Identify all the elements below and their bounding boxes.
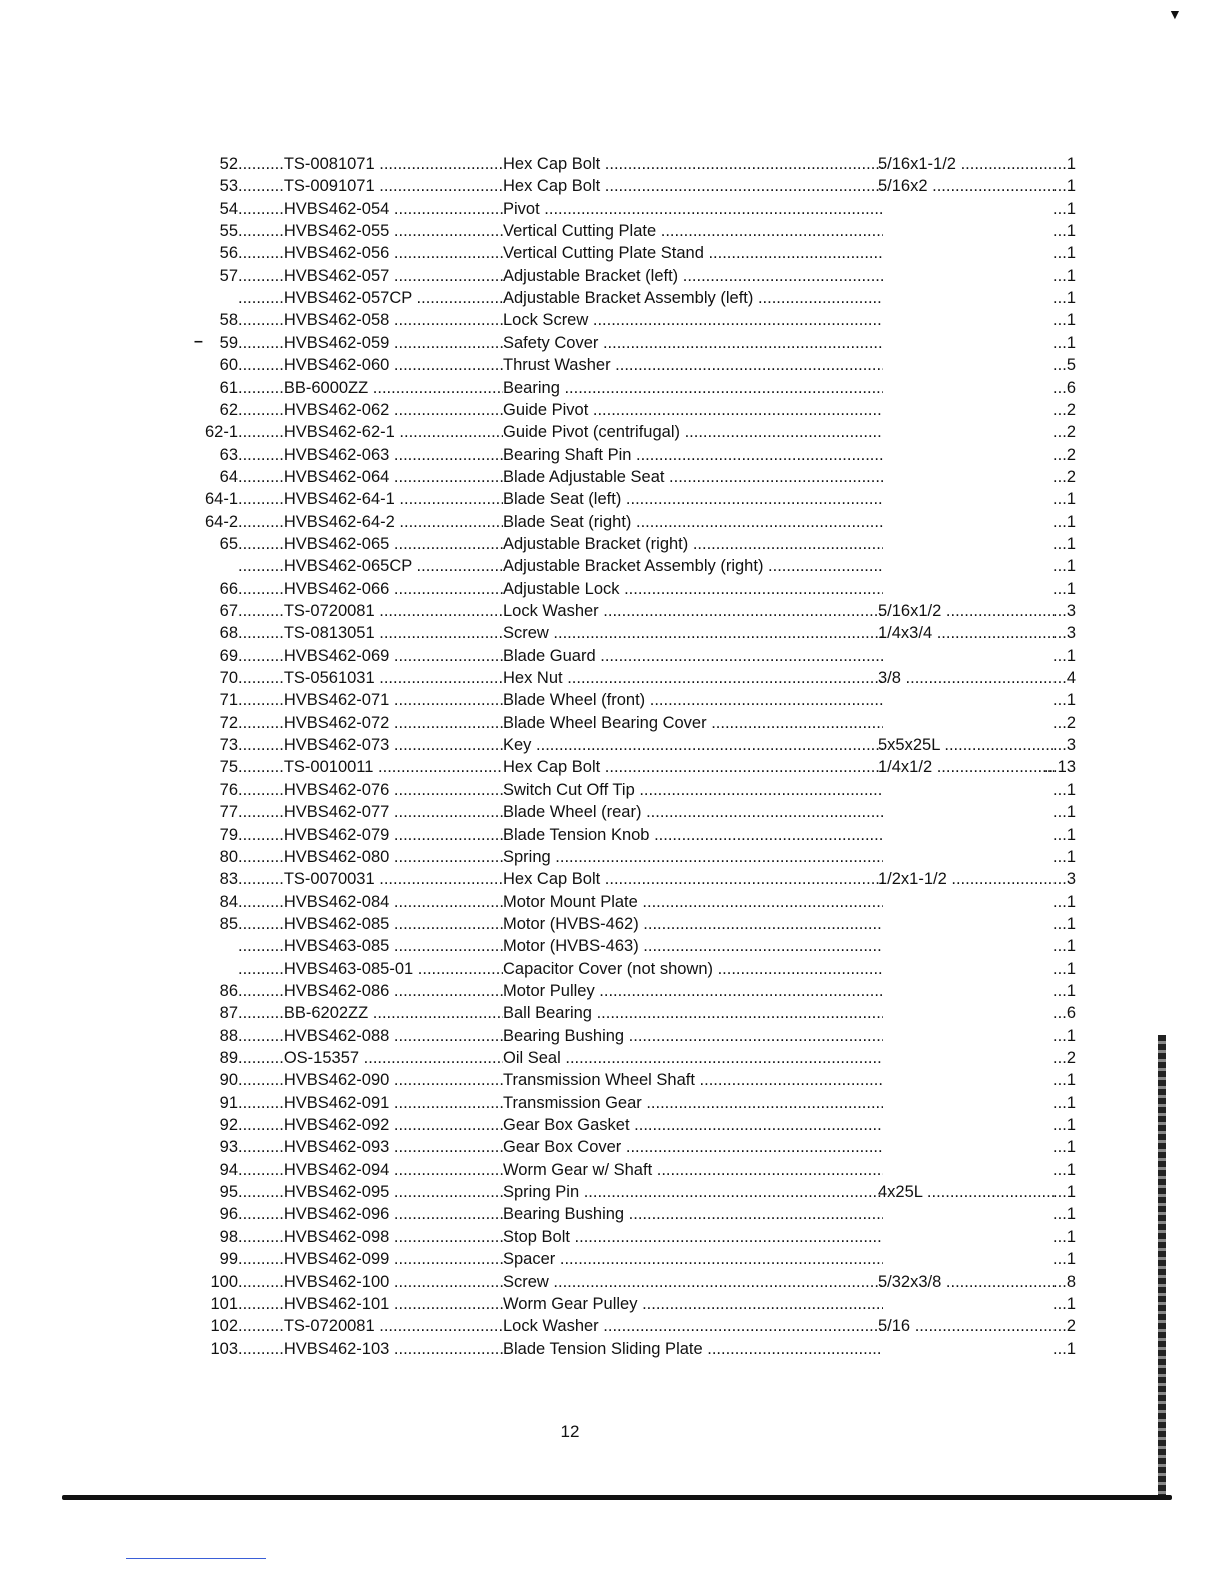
part-size: 5/16x2 ..... bbox=[878, 175, 1054, 197]
part-quantity: ... 4 bbox=[1040, 667, 1076, 689]
part-quantity: ... 1 bbox=[1040, 488, 1076, 510]
part-size: 1/4x3/4 ..... bbox=[878, 622, 1054, 644]
part-description: Vertical Cutting Plate Stand ..... bbox=[503, 242, 883, 264]
parts-row bbox=[0, 287, 1224, 309]
parts-row bbox=[0, 399, 1224, 421]
part-description: Transmission Wheel Shaft ..... bbox=[503, 1069, 883, 1091]
part-ref-number: 93 bbox=[219, 1138, 238, 1157]
parts-row bbox=[0, 913, 1224, 935]
part-number: ..... HVBS462-065CP ..... bbox=[238, 555, 503, 577]
part-number: ..... HVBS462-103 ..... bbox=[238, 1338, 503, 1360]
parts-row bbox=[0, 511, 1224, 533]
part-number: ..... TS-0813051 ..... bbox=[238, 622, 503, 644]
part-description: Worm Gear Pulley ..... bbox=[503, 1293, 883, 1315]
parts-row bbox=[0, 1293, 1224, 1315]
parts-row bbox=[0, 153, 1224, 175]
part-number: ..... TS-0010011 ..... bbox=[238, 756, 503, 778]
part-size: 1/4x1/2 ..... bbox=[878, 756, 1054, 778]
part-size: 5x5x25L ..... bbox=[878, 734, 1054, 756]
parts-row bbox=[0, 332, 1224, 354]
part-description: Motor Pulley ..... bbox=[503, 980, 883, 1002]
part-ref-number: 85 bbox=[219, 914, 238, 933]
part-ref-number: 57 bbox=[219, 266, 238, 285]
parts-row bbox=[0, 1226, 1224, 1248]
part-ref-number: 64-1 bbox=[204, 490, 238, 509]
part-description: Safety Cover ..... bbox=[503, 332, 883, 354]
part-ref-number: 88 bbox=[219, 1026, 238, 1045]
part-description: Bearing Shaft Pin ..... bbox=[503, 444, 883, 466]
part-quantity: ... 1 bbox=[1040, 980, 1076, 1002]
parts-row bbox=[0, 1025, 1224, 1047]
parts-row bbox=[0, 533, 1224, 555]
part-quantity: ... 1 bbox=[1040, 1293, 1076, 1315]
part-description: Bearing ..... bbox=[503, 377, 883, 399]
part-number: ..... HVBS462-64-2 ..... bbox=[238, 511, 503, 533]
part-ref-number: 94 bbox=[219, 1160, 238, 1179]
part-quantity: ... 2 bbox=[1040, 712, 1076, 734]
part-number: ..... HVBS462-055 ..... bbox=[238, 220, 503, 242]
part-number: ..... HVBS463-085-01 ..... bbox=[238, 958, 503, 980]
part-number: ..... HVBS463-085 ..... bbox=[238, 935, 503, 957]
part-quantity: ... 3 bbox=[1040, 600, 1076, 622]
part-number: ..... HVBS462-072 ..... bbox=[238, 712, 503, 734]
part-ref-number: 102 bbox=[210, 1317, 238, 1336]
part-number: ..... HVBS462-080 ..... bbox=[238, 846, 503, 868]
part-description: Motor (HVBS-463) ..... bbox=[503, 935, 883, 957]
part-ref-number: 62 bbox=[219, 400, 238, 419]
part-number: ..... HVBS462-101 ..... bbox=[238, 1293, 503, 1315]
part-ref-number: 100 bbox=[210, 1272, 238, 1291]
part-number: ..... BB-6202ZZ ..... bbox=[238, 1002, 503, 1024]
part-ref-number: 87 bbox=[219, 1004, 238, 1023]
part-quantity: ... 1 bbox=[1040, 511, 1076, 533]
parts-row bbox=[0, 868, 1224, 890]
part-description: Adjustable Lock ..... bbox=[503, 578, 883, 600]
part-quantity: ... 1 bbox=[1040, 265, 1076, 287]
parts-row bbox=[0, 578, 1224, 600]
part-quantity: ... 1 bbox=[1040, 1338, 1076, 1360]
part-ref-number: 64-2 bbox=[204, 512, 238, 531]
part-size: 5/32x3/8 ..... bbox=[878, 1271, 1054, 1293]
parts-row bbox=[0, 712, 1224, 734]
part-description: Blade Guard ..... bbox=[503, 645, 883, 667]
part-description: Guide Pivot ..... bbox=[503, 399, 883, 421]
part-quantity: ... 1 bbox=[1040, 198, 1076, 220]
parts-row bbox=[0, 1315, 1224, 1337]
part-ref-number: 60 bbox=[219, 356, 238, 375]
part-description: Oil Seal ..... bbox=[503, 1047, 883, 1069]
part-description: Blade Wheel Bearing Cover ..... bbox=[503, 712, 883, 734]
part-description: Lock Washer ..... bbox=[503, 600, 883, 622]
part-quantity: ... 1 bbox=[1040, 1069, 1076, 1091]
part-ref-number: 99 bbox=[219, 1250, 238, 1269]
part-description: Worm Gear w/ Shaft ..... bbox=[503, 1159, 883, 1181]
part-quantity: ... 8 bbox=[1040, 1271, 1076, 1293]
parts-row bbox=[0, 555, 1224, 577]
part-quantity: ... 1 bbox=[1040, 1203, 1076, 1225]
part-description: Adjustable Bracket Assembly (left) ..... bbox=[503, 287, 883, 309]
part-quantity: ... 5 bbox=[1040, 354, 1076, 376]
part-description: Key ..... bbox=[503, 734, 883, 756]
part-number: ..... HVBS462-054 ..... bbox=[238, 198, 503, 220]
part-quantity: ... 1 bbox=[1040, 287, 1076, 309]
part-quantity: ... 1 bbox=[1040, 309, 1076, 331]
part-number: ..... HVBS462-064 ..... bbox=[238, 466, 503, 488]
part-number: ..... BB-6000ZZ ..... bbox=[238, 377, 503, 399]
parts-row bbox=[0, 309, 1224, 331]
part-ref-number: 61 bbox=[219, 378, 238, 397]
parts-row bbox=[0, 1203, 1224, 1225]
part-ref-number: 91 bbox=[219, 1093, 238, 1112]
part-quantity: ... 3 bbox=[1040, 622, 1076, 644]
parts-row bbox=[0, 1181, 1224, 1203]
scan-edge-mark bbox=[1158, 1035, 1166, 1495]
corner-mark: ▼ bbox=[1168, 6, 1182, 22]
part-size: 1/2x1-1/2 ..... bbox=[878, 868, 1054, 890]
parts-row bbox=[0, 622, 1224, 644]
part-ref-number: 103 bbox=[210, 1339, 238, 1358]
part-quantity: ... 1 bbox=[1040, 779, 1076, 801]
part-quantity: ... 13 bbox=[1040, 756, 1076, 778]
part-quantity: ... 2 bbox=[1040, 466, 1076, 488]
parts-row bbox=[0, 1338, 1224, 1360]
part-description: Blade Seat (left) ..... bbox=[503, 488, 883, 510]
part-number: ..... HVBS462-093 ..... bbox=[238, 1136, 503, 1158]
part-quantity: ... 1 bbox=[1040, 645, 1076, 667]
parts-row bbox=[0, 734, 1224, 756]
part-ref-number: 53 bbox=[219, 177, 238, 196]
part-number: ..... TS-0081071 ..... bbox=[238, 153, 503, 175]
part-ref-number: 55 bbox=[219, 222, 238, 241]
part-quantity: ... 1 bbox=[1040, 1248, 1076, 1270]
part-description: Blade Tension Sliding Plate ..... bbox=[503, 1338, 883, 1360]
parts-row bbox=[0, 421, 1224, 443]
part-number: ..... HVBS462-066 ..... bbox=[238, 578, 503, 600]
part-description: Lock Washer ..... bbox=[503, 1315, 883, 1337]
parts-row bbox=[0, 667, 1224, 689]
part-number: ..... HVBS462-092 ..... bbox=[238, 1114, 503, 1136]
part-number: ..... HVBS462-099 ..... bbox=[238, 1248, 503, 1270]
part-quantity: ... 1 bbox=[1040, 153, 1076, 175]
part-ref-number: 83 bbox=[219, 870, 238, 889]
part-quantity: ... 1 bbox=[1040, 824, 1076, 846]
part-ref-number: 66 bbox=[219, 579, 238, 598]
part-description: Blade Adjustable Seat ..... bbox=[503, 466, 883, 488]
part-description: Adjustable Bracket (left) ..... bbox=[503, 265, 883, 287]
part-ref-number: 56 bbox=[219, 244, 238, 263]
part-number: ..... HVBS462-095 ..... bbox=[238, 1181, 503, 1203]
part-quantity: ... 2 bbox=[1040, 1315, 1076, 1337]
part-number: ..... HVBS462-088 ..... bbox=[238, 1025, 503, 1047]
parts-row bbox=[0, 1159, 1224, 1181]
part-number: ..... HVBS462-058 ..... bbox=[238, 309, 503, 331]
part-ref-number: 75 bbox=[219, 758, 238, 777]
part-number: ..... TS-0091071 ..... bbox=[238, 175, 503, 197]
part-quantity: ... 1 bbox=[1040, 578, 1076, 600]
part-description: Screw ..... bbox=[503, 1271, 883, 1293]
part-quantity: ... 1 bbox=[1040, 533, 1076, 555]
part-quantity: ... 1 bbox=[1040, 801, 1076, 823]
part-quantity: ... 1 bbox=[1040, 1114, 1076, 1136]
part-ref-number: 101 bbox=[210, 1294, 238, 1313]
part-ref-number: 65 bbox=[219, 534, 238, 553]
part-quantity: ... 1 bbox=[1040, 1159, 1076, 1181]
part-description: Blade Seat (right) ..... bbox=[503, 511, 883, 533]
part-quantity: ... 1 bbox=[1040, 689, 1076, 711]
part-description: Bearing Bushing ..... bbox=[503, 1025, 883, 1047]
part-number: ..... TS-0720081 ..... bbox=[238, 1315, 503, 1337]
part-ref-number: 58 bbox=[219, 311, 238, 330]
part-number: ..... HVBS462-096 ..... bbox=[238, 1203, 503, 1225]
part-quantity: ... 1 bbox=[1040, 958, 1076, 980]
part-quantity: ... 3 bbox=[1040, 868, 1076, 890]
parts-row bbox=[0, 198, 1224, 220]
parts-row bbox=[0, 689, 1224, 711]
part-number: ..... HVBS462-057 ..... bbox=[238, 265, 503, 287]
part-ref-number: 89 bbox=[219, 1049, 238, 1067]
part-ref-number: 69 bbox=[219, 646, 238, 665]
part-description: Adjustable Bracket (right) ..... bbox=[503, 533, 883, 555]
part-number: ..... HVBS462-071 ..... bbox=[238, 689, 503, 711]
part-quantity: ... 2 bbox=[1040, 1047, 1076, 1069]
parts-row bbox=[0, 175, 1224, 197]
part-number: ..... HVBS462-062 ..... bbox=[238, 399, 503, 421]
part-description: Blade Wheel (front) ..... bbox=[503, 689, 883, 711]
part-quantity: ... 1 bbox=[1040, 242, 1076, 264]
part-number: ..... HVBS462-057CP ..... bbox=[238, 287, 503, 309]
parts-row bbox=[0, 242, 1224, 264]
part-number: ..... HVBS462-069 ..... bbox=[238, 645, 503, 667]
part-description: Spring Pin ..... bbox=[503, 1181, 883, 1203]
parts-row bbox=[0, 488, 1224, 510]
parts-row bbox=[0, 756, 1224, 778]
page-number: 12 bbox=[560, 1422, 580, 1441]
part-quantity: ... 1 bbox=[1040, 913, 1076, 935]
part-number: ..... TS-0070031 ..... bbox=[238, 868, 503, 890]
part-description: Pivot ..... bbox=[503, 198, 883, 220]
part-description: Screw ..... bbox=[503, 622, 883, 644]
part-size: 4x25L ..... bbox=[878, 1181, 1054, 1203]
part-ref-number: 72 bbox=[219, 713, 238, 732]
part-quantity: ... 2 bbox=[1040, 444, 1076, 466]
part-ref-number: 62-1 bbox=[204, 423, 238, 442]
part-ref-number: 77 bbox=[219, 803, 238, 822]
parts-row bbox=[0, 1136, 1224, 1158]
part-quantity: ... 1 bbox=[1040, 1092, 1076, 1114]
parts-row bbox=[0, 779, 1224, 801]
part-ref-number: 86 bbox=[219, 981, 238, 1000]
part-description: Spring ..... bbox=[503, 846, 883, 868]
part-description: Switch Cut Off Tip ..... bbox=[503, 779, 883, 801]
part-number: ..... HVBS462-098 ..... bbox=[238, 1226, 503, 1248]
part-size: 3/8 ..... bbox=[878, 667, 1054, 689]
part-ref-number: 96 bbox=[219, 1205, 238, 1224]
part-ref-number: 67 bbox=[219, 602, 238, 620]
part-description: Ball Bearing ..... bbox=[503, 1002, 883, 1024]
part-quantity: ... 2 bbox=[1040, 421, 1076, 443]
parts-row bbox=[0, 1092, 1224, 1114]
part-description: Bearing Bushing ..... bbox=[503, 1203, 883, 1225]
part-quantity: ... 1 bbox=[1040, 1226, 1076, 1248]
parts-row bbox=[0, 980, 1224, 1002]
part-quantity: ... 1 bbox=[1040, 846, 1076, 868]
part-ref-number: 84 bbox=[219, 892, 238, 911]
part-number: ..... HVBS462-076 ..... bbox=[238, 779, 503, 801]
part-ref-number: 76 bbox=[219, 780, 238, 799]
part-ref-number: 70 bbox=[219, 669, 238, 688]
part-quantity: ... 2 bbox=[1040, 399, 1076, 421]
part-description: Lock Screw ..... bbox=[503, 309, 883, 331]
part-ref-number: 54 bbox=[219, 199, 238, 218]
part-quantity: ... 1 bbox=[1040, 555, 1076, 577]
part-ref-number: 73 bbox=[219, 736, 238, 755]
parts-row bbox=[0, 1248, 1224, 1270]
parts-row bbox=[0, 801, 1224, 823]
part-description: Blade Tension Knob ..... bbox=[503, 824, 883, 846]
part-quantity: ... 1 bbox=[1040, 332, 1076, 354]
parts-row bbox=[0, 1069, 1224, 1091]
part-number: ..... HVBS462-065 ..... bbox=[238, 533, 503, 555]
footer-link-line bbox=[126, 1558, 266, 1559]
part-number: ..... TS-0561031 ..... bbox=[238, 667, 503, 689]
part-ref-number: 71 bbox=[219, 691, 238, 710]
bottom-rule bbox=[62, 1495, 1172, 1500]
parts-row bbox=[0, 824, 1224, 846]
part-ref-number: 95 bbox=[219, 1183, 238, 1202]
part-number: ..... HVBS462-094 ..... bbox=[238, 1159, 503, 1181]
part-ref-number: 59 bbox=[219, 333, 238, 352]
part-description: Motor Mount Plate ..... bbox=[503, 891, 883, 913]
parts-row bbox=[0, 220, 1224, 242]
part-ref-number: 79 bbox=[219, 825, 238, 844]
part-quantity: ... 1 bbox=[1040, 935, 1076, 957]
parts-row bbox=[0, 935, 1224, 957]
part-description: Capacitor Cover (not shown) ..... bbox=[503, 958, 883, 980]
parts-row bbox=[0, 1002, 1224, 1024]
part-number: ..... HVBS462-073 ..... bbox=[238, 734, 503, 756]
part-quantity: ... 6 bbox=[1040, 1002, 1076, 1024]
part-description: Thrust Washer ..... bbox=[503, 354, 883, 376]
part-number: ..... HVBS462-079 ..... bbox=[238, 824, 503, 846]
parts-row bbox=[0, 1047, 1224, 1069]
part-ref-number: 80 bbox=[219, 847, 238, 866]
parts-row bbox=[0, 1114, 1224, 1136]
part-number: ..... HVBS462-077 ..... bbox=[238, 801, 503, 823]
part-size: 5/16x1-1/2 ..... bbox=[878, 153, 1054, 175]
part-quantity: ... 1 bbox=[1040, 1181, 1076, 1203]
parts-row bbox=[0, 600, 1224, 622]
part-description: Adjustable Bracket Assembly (right) ..... bbox=[503, 555, 883, 577]
parts-row bbox=[0, 891, 1224, 913]
part-number: ..... HVBS462-060 ..... bbox=[238, 354, 503, 376]
parts-row bbox=[0, 265, 1224, 287]
parts-row bbox=[0, 354, 1224, 376]
part-description: Transmission Gear ..... bbox=[503, 1092, 883, 1114]
part-ref-number: 92 bbox=[219, 1116, 238, 1135]
part-quantity: ... 1 bbox=[1040, 220, 1076, 242]
parts-row bbox=[0, 645, 1224, 667]
part-quantity: ... 1 bbox=[1040, 1136, 1076, 1158]
part-ref-number: 52 bbox=[219, 155, 238, 173]
part-number: ..... HVBS462-063 ..... bbox=[238, 444, 503, 466]
part-quantity: ... 3 bbox=[1040, 734, 1076, 756]
part-number: ..... HVBS462-085 ..... bbox=[238, 913, 503, 935]
part-description: Gear Box Gasket ..... bbox=[503, 1114, 883, 1136]
part-quantity: ... 6 bbox=[1040, 377, 1076, 399]
parts-row bbox=[0, 444, 1224, 466]
part-description: Gear Box Cover ..... bbox=[503, 1136, 883, 1158]
part-description: Spacer ..... bbox=[503, 1248, 883, 1270]
part-description: Hex Cap Bolt ..... bbox=[503, 756, 883, 778]
part-description: Guide Pivot (centrifugal) ..... bbox=[503, 421, 883, 443]
part-description: Hex Cap Bolt ..... bbox=[503, 868, 883, 890]
part-quantity: ... 1 bbox=[1040, 891, 1076, 913]
part-number: ..... HVBS462-084 ..... bbox=[238, 891, 503, 913]
part-number: ..... HVBS462-086 ..... bbox=[238, 980, 503, 1002]
part-ref-number: 98 bbox=[219, 1227, 238, 1246]
part-number: ..... HVBS462-64-1 ..... bbox=[238, 488, 503, 510]
part-description: Hex Nut ..... bbox=[503, 667, 883, 689]
part-description: Blade Wheel (rear) ..... bbox=[503, 801, 883, 823]
part-description: Hex Cap Bolt ..... bbox=[503, 175, 883, 197]
part-description: Motor (HVBS-462) ..... bbox=[503, 913, 883, 935]
part-number: ..... OS-15357 ..... bbox=[238, 1047, 503, 1069]
parts-row bbox=[0, 377, 1224, 399]
part-number: ..... TS-0720081 ..... bbox=[238, 600, 503, 622]
parts-row bbox=[0, 846, 1224, 868]
part-quantity: ... 1 bbox=[1040, 1025, 1076, 1047]
part-number: ..... HVBS462-056 ..... bbox=[238, 242, 503, 264]
part-size: 5/16x1/2 ..... bbox=[878, 600, 1054, 622]
part-ref-number: 90 bbox=[219, 1071, 238, 1090]
part-number: ..... HVBS462-090 ..... bbox=[238, 1069, 503, 1091]
part-number: ..... HVBS462-100 ..... bbox=[238, 1271, 503, 1293]
part-description: Stop Bolt ..... bbox=[503, 1226, 883, 1248]
part-description: Hex Cap Bolt ..... bbox=[503, 153, 883, 175]
part-number: ..... HVBS462-059 ..... bbox=[238, 332, 503, 354]
part-ref-number: 64 bbox=[219, 467, 238, 486]
parts-row bbox=[0, 1271, 1224, 1293]
part-ref-number: 63 bbox=[219, 445, 238, 464]
part-description: Vertical Cutting Plate ..... bbox=[503, 220, 883, 242]
parts-row bbox=[0, 466, 1224, 488]
margin-dash-mark: – bbox=[194, 333, 203, 350]
part-number: ..... HVBS462-62-1 ..... bbox=[238, 421, 503, 443]
parts-row bbox=[0, 958, 1224, 980]
part-number: ..... HVBS462-091 ..... bbox=[238, 1092, 503, 1114]
part-quantity: ... 1 bbox=[1040, 175, 1076, 197]
part-size: 5/16 ..... bbox=[878, 1315, 1054, 1337]
part-ref-number: 68 bbox=[219, 624, 238, 643]
